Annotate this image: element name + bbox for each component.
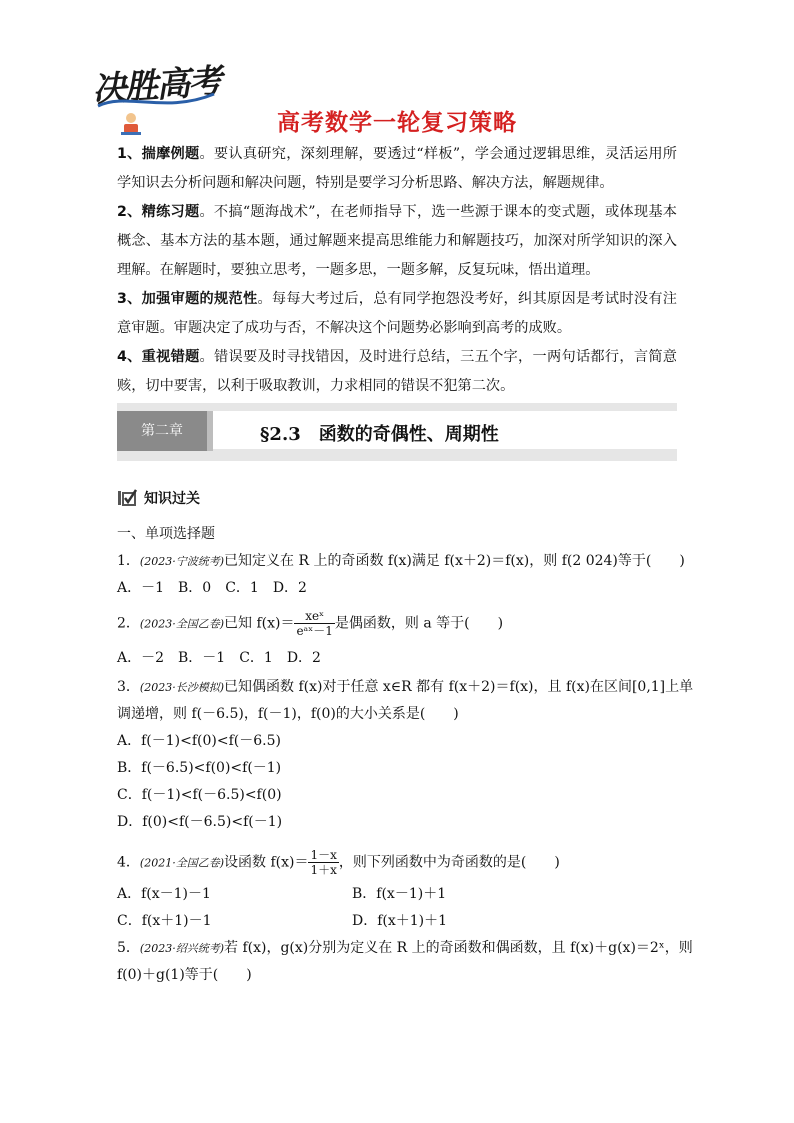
- question-text-end: 是偶函数，则 a 等于( ): [334, 615, 504, 632]
- question-2: [117, 609, 677, 638]
- question-source: (2023·绍兴统考): [139, 942, 224, 955]
- chapter-tag: 第二章: [117, 411, 207, 451]
- question-text: 设函数 f(x)＝: [224, 854, 309, 871]
- strategy-body: 。不搞“题海战术”，在老师指导下，选一些源于课本的变式题，或体现基本概念、基本方法的基本题，通过解题来提高思维能力和解题技巧，加深对所学知识的深入理解。在解题时，要独立思考，一题多思，一题多解，反复玩味，悟出道理。: [117, 204, 677, 278]
- section-title: §2.3 函数的奇偶性、周期性: [260, 424, 499, 445]
- question-source: (2023·全国乙卷): [139, 617, 224, 631]
- question-text-end: ，则下列函数中为奇函数的是( ): [338, 854, 560, 871]
- fraction-numerator: xeˣ: [294, 609, 334, 624]
- question-source: (2023·长沙模拟): [139, 681, 224, 694]
- strategy-head: 4、重视错题: [117, 349, 200, 365]
- knowledge-label: 知识过关: [144, 491, 200, 507]
- strategy-body: 。每每大考过后，总有同学抱怨没考好，纠其原因是考试时没有注意审题。审题决定了成功与否，不解决这个问题势必影响到高考的成败。: [117, 291, 677, 336]
- question-4: [117, 848, 677, 877]
- question-source: (2021·全国乙卷): [139, 856, 224, 870]
- question-1-options: A．－1 B．0 C．1 D．2: [117, 580, 307, 596]
- strategy-body: 。要认真研究，深刻理解，要透过“样板”，学会通过逻辑思维，灵活运用所学知识去分析问题和解决问题，特别是要学习分析思路、解决方法，解题规律。: [117, 146, 677, 191]
- part-title: 一、单项选择题: [117, 526, 215, 542]
- chapter-tag-edge: [207, 411, 213, 451]
- strategy-paragraph-1: [117, 140, 677, 198]
- question-text: 已知偶函数 f(x)对于任意 x∈R 都有 f(x＋2)＝f(x)，且 f(x)在区间[0,1]上单: [224, 679, 694, 695]
- question-number: 4．: [117, 854, 140, 871]
- question-3-option-d: D．f(0)<f(－6.5)<f(－1): [117, 814, 283, 830]
- question-number: 1．: [117, 553, 140, 569]
- strategy-paragraph-2: [117, 198, 677, 285]
- question-4-option-a: A．f(x－1)－1: [117, 886, 211, 902]
- question-1: [117, 551, 685, 572]
- question-4-options-row-1: [117, 884, 677, 904]
- question-source: (2023·宁波统考): [139, 555, 224, 568]
- question-5-continued: f(0)＋g(1)等于( ): [117, 967, 252, 983]
- question-number: 5．: [117, 940, 140, 956]
- question-text: 已知定义在 R 上的奇函数 f(x)满足 f(x＋2)＝f(x)，则 f(2 024)等于( ): [224, 553, 685, 569]
- strategy-head: 2、精练习题: [117, 204, 200, 220]
- fraction-numerator: 1－x: [310, 848, 337, 862]
- document-title: 高考数学一轮复习策略: [277, 110, 517, 136]
- question-4-option-c: C．f(x＋1)－1: [117, 913, 212, 929]
- strategy-paragraph-3: [117, 285, 677, 343]
- fraction-denominator: eᵃˣ－1: [296, 624, 333, 638]
- question-2-options: A．－2 B．－1 C．1 D．2: [117, 650, 321, 666]
- question-5: [117, 938, 693, 959]
- question-4-options-row-2: [117, 911, 677, 931]
- question-3-continued: 调递增，则 f(－6.5)，f(－1)，f(0)的大小关系是( ): [117, 706, 459, 722]
- fraction-denominator: 1＋x: [310, 863, 337, 877]
- fraction: [294, 609, 334, 638]
- question-4-option-b: B．f(x－1)＋1: [352, 886, 447, 902]
- strategy-body: 。错误要及时寻找错因，及时进行总结，三五个字，一两句话都行，言简意赅，切中要害，以利于吸取教训，力求相同的错误不犯第二次。: [117, 349, 677, 394]
- question-3-option-c: C．f(－1)<f(－6.5)<f(0): [117, 787, 282, 803]
- question-3-option-a: A．f(－1)<f(0)<f(－6.5): [117, 733, 281, 749]
- brand-logo: 决胜高考: [91, 61, 222, 111]
- strategy-head: 3、加强审题的规范性: [117, 291, 258, 307]
- question-number: 3．: [117, 679, 140, 695]
- question-3-option-b: B．f(－6.5)<f(0)<f(－1): [117, 760, 282, 776]
- strategy-paragraph-4: [117, 343, 677, 401]
- question-4-option-d: D．f(x＋1)＋1: [352, 913, 448, 929]
- checkbox-check-icon: [117, 488, 137, 506]
- question-text: 已知 f(x)＝: [224, 615, 295, 632]
- fraction: [308, 848, 338, 877]
- strategy-head: 1、揣摩例题: [117, 146, 200, 162]
- question-text: 若 f(x)，g(x)分别为定义在 R 上的奇函数和偶函数，且 f(x)＋g(x)＝2ˣ，则: [224, 940, 693, 956]
- question-3: [117, 677, 694, 698]
- question-number: 2．: [117, 615, 140, 632]
